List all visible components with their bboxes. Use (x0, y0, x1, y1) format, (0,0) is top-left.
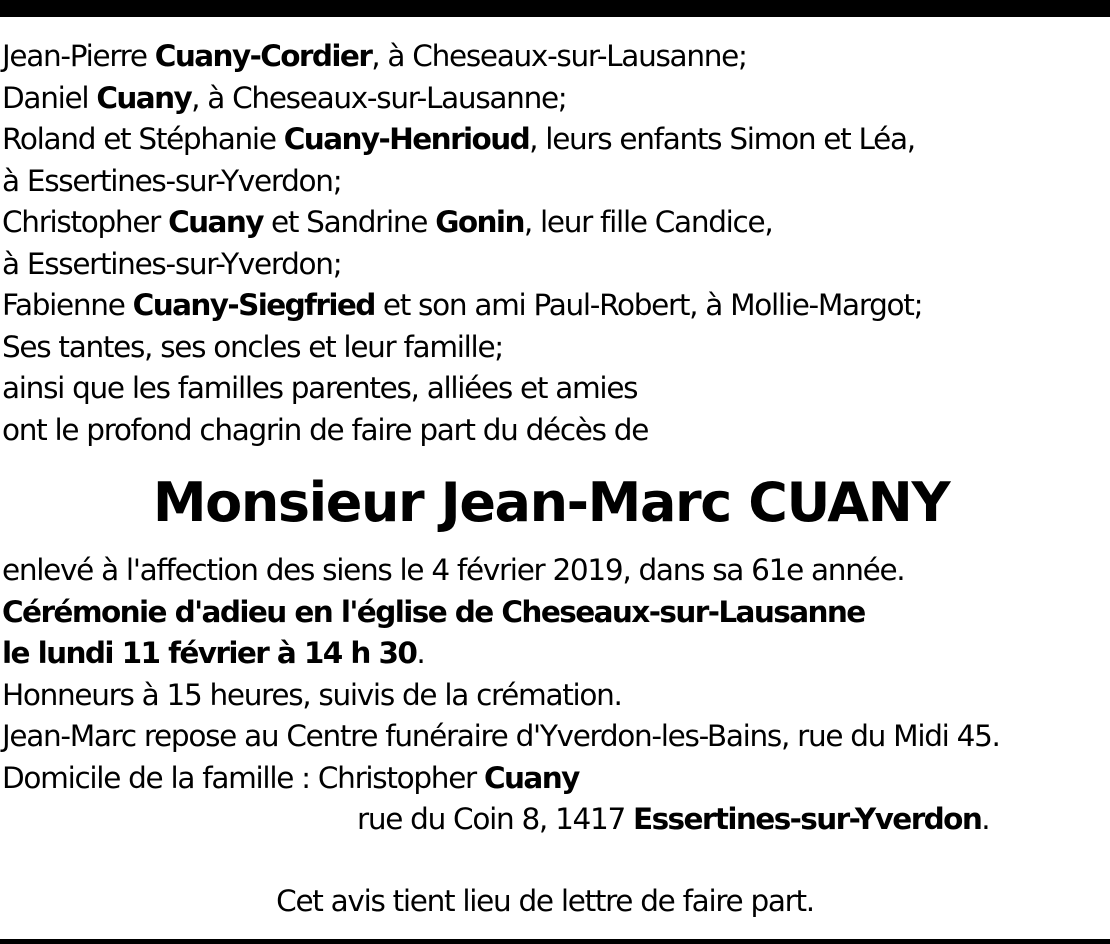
deceased-name: Monsieur Jean-Marc CUANY (152, 471, 950, 534)
family-line (2, 119, 1108, 161)
ceremony-place: Cérémonie d'adieu en l'église de Cheseaux-sur-Lausanne (2, 594, 865, 629)
bottom-rule (0, 939, 1110, 944)
family-member-location: , à Cheseaux-sur-Lausanne; (191, 80, 567, 115)
family-member-details: , leurs enfants Simon et Léa, (529, 122, 915, 156)
family-address-line (2, 799, 1108, 841)
family-line: à Essertines-sur-Yverdon; (2, 246, 342, 281)
family-line (2, 78, 1108, 120)
passing-date-line: enlevé à l'affection des siens le 4 février 2019, dans sa 61e année. (2, 553, 905, 587)
announcement-line: ont le profond chagrin de faire part du décès de (2, 412, 649, 447)
family-domicile-line (2, 758, 1108, 800)
family-member-location: , à Cheseaux-sur-Lausanne; (371, 39, 747, 73)
obituary-notice (2, 36, 1108, 922)
family-line: ainsi que les familles parentes, alliées et amies (2, 371, 638, 405)
address-street: rue du Coin 8, 1417 (357, 802, 634, 836)
family-line: Ses tantes, ses oncles et leur famille; (2, 329, 503, 364)
family-line (2, 202, 1108, 244)
family-member-details: et son ami Paul-Robert, à Mollie-Margot; (374, 288, 923, 322)
address-period: . (981, 802, 990, 836)
top-rule (0, 0, 1110, 17)
family-surname: Cuany-Henrioud (283, 122, 530, 156)
family-member-name: Christopher (2, 205, 169, 239)
family-member-name: et Sandrine (262, 205, 436, 239)
family-line (2, 285, 1108, 327)
honours-line: Honneurs à 15 heures, suivis de la crémation. (2, 677, 622, 712)
ceremony-date-line (2, 633, 1108, 675)
family-surname: Cuany-Cordier (154, 39, 372, 73)
domicile-label: Domicile de la famille : Christopher (2, 760, 484, 795)
domicile-surname: Cuany (483, 760, 579, 795)
family-member-name: Roland et Stéphanie (2, 122, 284, 156)
footer-notice: Cet avis tient lieu de lettre de faire part. (276, 883, 814, 918)
address-locality: Essertines-sur-Yverdon (633, 802, 982, 836)
family-surname: Cuany (168, 205, 263, 239)
family-member-name: Jean-Pierre (2, 39, 155, 73)
family-member-name: Daniel (2, 80, 97, 115)
family-surname: Cuany-Siegfried (132, 288, 375, 322)
family-line: à Essertines-sur-Yverdon; (2, 163, 342, 198)
ceremony-date-period: . (416, 636, 425, 670)
family-surname: Gonin (435, 205, 524, 239)
ceremony-date: le lundi 11 février à 14 h 30 (2, 636, 417, 670)
resting-place-line: Jean-Marc repose au Centre funéraire d'Yverdon-les-Bains, rue du Midi 45. (2, 719, 1000, 753)
family-line (2, 36, 1108, 78)
family-member-name: Fabienne (2, 288, 133, 322)
family-surname: Cuany (96, 80, 192, 115)
family-member-details: , leur fille Candice, (523, 205, 773, 239)
